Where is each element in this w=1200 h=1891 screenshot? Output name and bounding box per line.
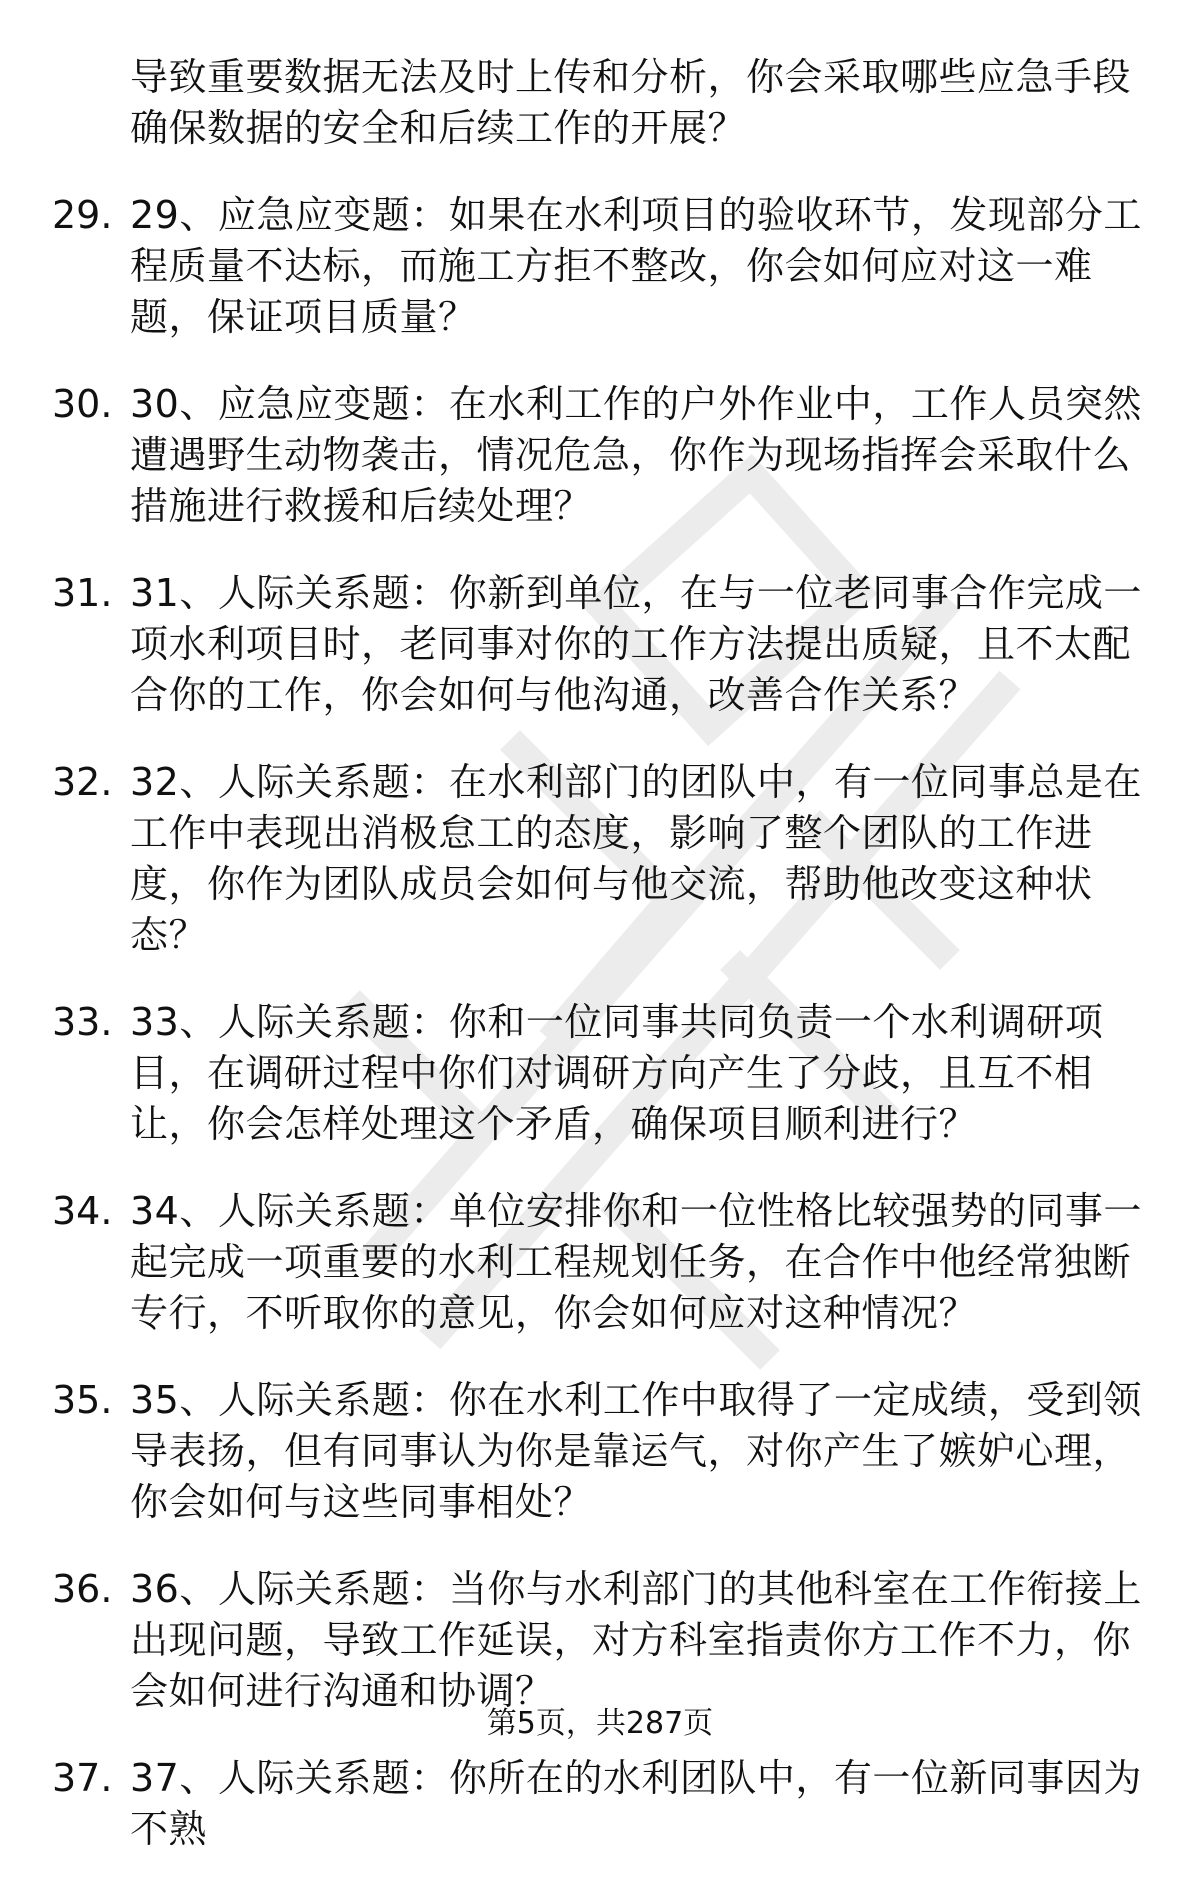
item-text: 29、应急应变题：如果在水利项目的验收环节，发现部分工程质量不达标，而施工方拒不整改，你会如何应对这一难题，保证项目质量？ <box>130 193 1142 339</box>
item-number: 34. <box>52 1189 113 1233</box>
item-text: 35、人际关系题：你在水利工作中取得了一定成绩，受到领导表扬，但有同事认为你是靠运气，对你产生了嫉妒心理，你会如何与这些同事相处？ <box>130 1378 1142 1524</box>
list-item <box>0 1186 1200 1339</box>
item-text: 30、应急应变题：在水利工作的户外作业中，工作人员突然遭遇野生动物袭击，情况危急，你作为现场指挥会采取什么措施进行救援和后续处理？ <box>130 382 1142 528</box>
item-text: 36、人际关系题：当你与水利部门的其他科室在工作衔接上出现问题，导致工作延误，对方科室指责你方工作不力，你会如何进行沟通和协调？ <box>130 1567 1142 1713</box>
list-item <box>0 757 1200 961</box>
list-item <box>0 568 1200 721</box>
item-text: 33、人际关系题：你和一位同事共同负责一个水利调研项目，在调研过程中你们对调研方向产生了分歧，且互不相让，你会怎样处理这个矛盾，确保项目顺利进行？ <box>130 1000 1104 1146</box>
list-item <box>0 1375 1200 1528</box>
item-text: 32、人际关系题：在水利部门的团队中，有一位同事总是在工作中表现出消极怠工的态度，影响了整个团队的工作进度，你作为团队成员会如何与他交流，帮助他改变这种状态？ <box>130 760 1142 957</box>
continued-question-text: 导致重要数据无法及时上传和分析，你会采取哪些应急手段确保数据的安全和后续工作的开展？ <box>130 55 1132 150</box>
list-item <box>0 379 1200 532</box>
item-number: 32. <box>52 760 113 804</box>
list-item <box>0 1564 1200 1717</box>
item-text: 37、人际关系题：你所在的水利团队中，有一位新同事因为不熟 <box>130 1756 1142 1851</box>
list-item <box>0 190 1200 343</box>
list-item <box>0 1753 1200 1855</box>
item-number: 33. <box>52 1000 113 1044</box>
item-number: 31. <box>52 571 113 615</box>
item-text: 34、人际关系题：单位安排你和一位性格比较强势的同事一起完成一项重要的水利工程规划任务，在合作中他经常独断专行，不听取你的意见，你会如何应对这种情况？ <box>130 1189 1142 1335</box>
item-number: 29. <box>52 193 113 237</box>
item-number: 36. <box>52 1567 113 1611</box>
item-number: 30. <box>52 382 113 426</box>
item-text: 31、人际关系题：你新到单位，在与一位老同事合作完成一项水利项目时，老同事对你的工作方法提出质疑，且不太配合你的工作，你会如何与他沟通，改善合作关系？ <box>130 571 1142 717</box>
page-footer: 第5页，共287页 <box>486 1706 714 1741</box>
question-list <box>0 52 1200 1891</box>
item-number: 35. <box>52 1378 113 1422</box>
list-item <box>0 997 1200 1150</box>
item-number: 37. <box>52 1756 113 1800</box>
